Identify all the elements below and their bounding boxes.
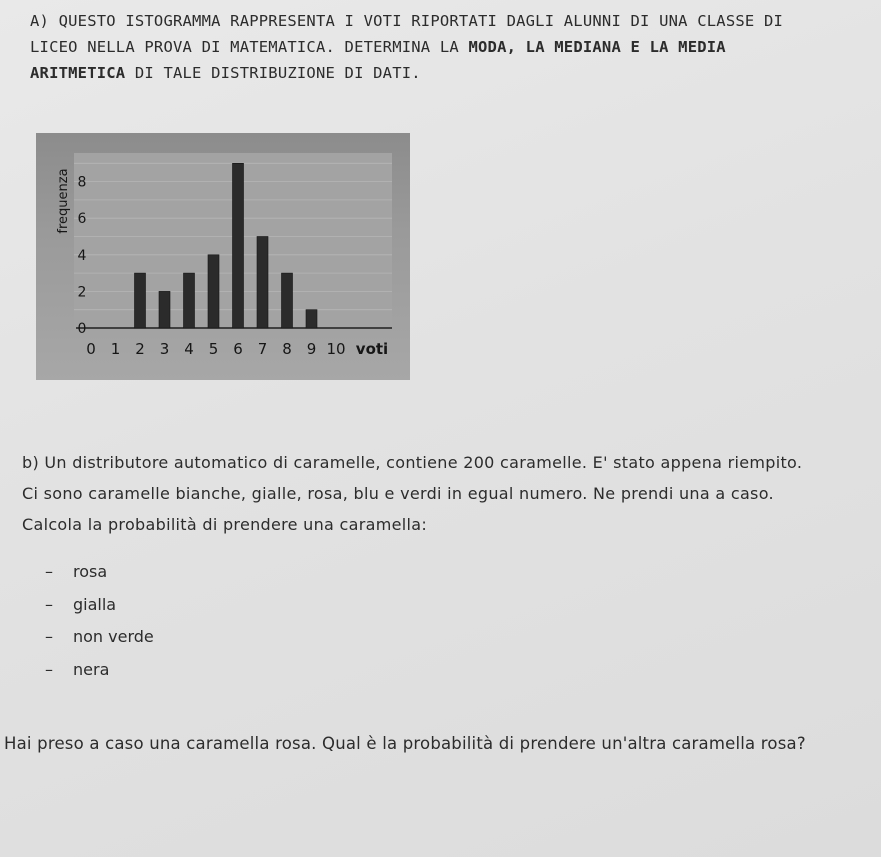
x-tick-label: 10 [326,340,346,358]
x-tick-label: 8 [282,340,292,358]
x-tick-label: 3 [159,340,170,358]
option-gialla [45,595,116,614]
question-a-line-3: ARITMETICA DI TALE DISTRIBUZIONE DI DATI. [30,64,421,82]
option-label: rosa [73,562,108,581]
final-question: Hai preso a caso una caramella rosa. Qual è la probabilità di prendere un'altra caramella rosa? [4,734,806,753]
x-tick-label: 0 [86,340,96,358]
x-tick-label: 5 [208,340,219,358]
question-b-line-3: Calcola la probabilità di prendere una caramella: [22,515,428,534]
question-b-line-2: Ci sono caramelle bianche, gialle, rosa, blu e verdi in egual numero. Ne prendi una a caso. [22,484,774,503]
histogram-bar [135,273,146,328]
y-tick-label: 2 [77,284,87,301]
histogram-bar [282,273,293,328]
y-tick-label: 0 [77,321,87,337]
histogram-bar [233,163,244,328]
question-b [22,447,862,540]
x-tick-label: 2 [135,340,145,358]
histogram-bar [159,291,170,328]
option-non-verde [45,627,154,646]
histogram-figure [36,133,410,380]
question-a-emphasis-1: MODA, LA MEDIANA E LA MEDIA [468,38,726,56]
histogram-bar [306,310,317,328]
histogram-chart [36,133,410,380]
option-label: non verde [73,627,154,646]
question-b-line-1: b) Un distributore automatico di caramelle, contiene 200 caramelle. E' stato appena riempito. [22,453,803,472]
x-axis-label: voti [355,340,389,358]
x-tick-label: 9 [306,340,317,358]
y-axis-label: frequenza [56,168,71,234]
option-rosa [45,562,107,581]
question-a-line-1: A) QUESTO ISTOGRAMMA RAPPRESENTA I VOTI RIPORTATI DAGLI ALUNNI DI UNA CLASSE DI [30,12,784,30]
list-dash: – [45,595,53,614]
y-tick-label: 8 [77,174,87,191]
y-tick-label: 4 [77,247,87,264]
x-tick-label: 7 [257,340,268,358]
x-tick-label: 1 [110,340,121,358]
x-tick-label: 4 [184,340,194,358]
question-a-line-2: LICEO NELLA PROVA DI MATEMATICA. DETERMINA LA MODA, LA MEDIANA E LA MEDIA [30,38,726,56]
option-nera [45,660,109,679]
list-dash: – [45,660,53,679]
histogram-bar [208,255,219,328]
question-a [30,8,860,86]
question-a-emphasis-2: ARITMETICA [30,64,126,82]
option-label: nera [73,660,110,679]
list-dash: – [45,562,53,581]
histogram-bar [257,237,268,329]
y-tick-label: 6 [77,211,87,228]
option-label: gialla [73,595,117,614]
x-tick-label: 6 [233,340,243,358]
histogram-bar [184,273,195,328]
list-dash: – [45,627,53,646]
